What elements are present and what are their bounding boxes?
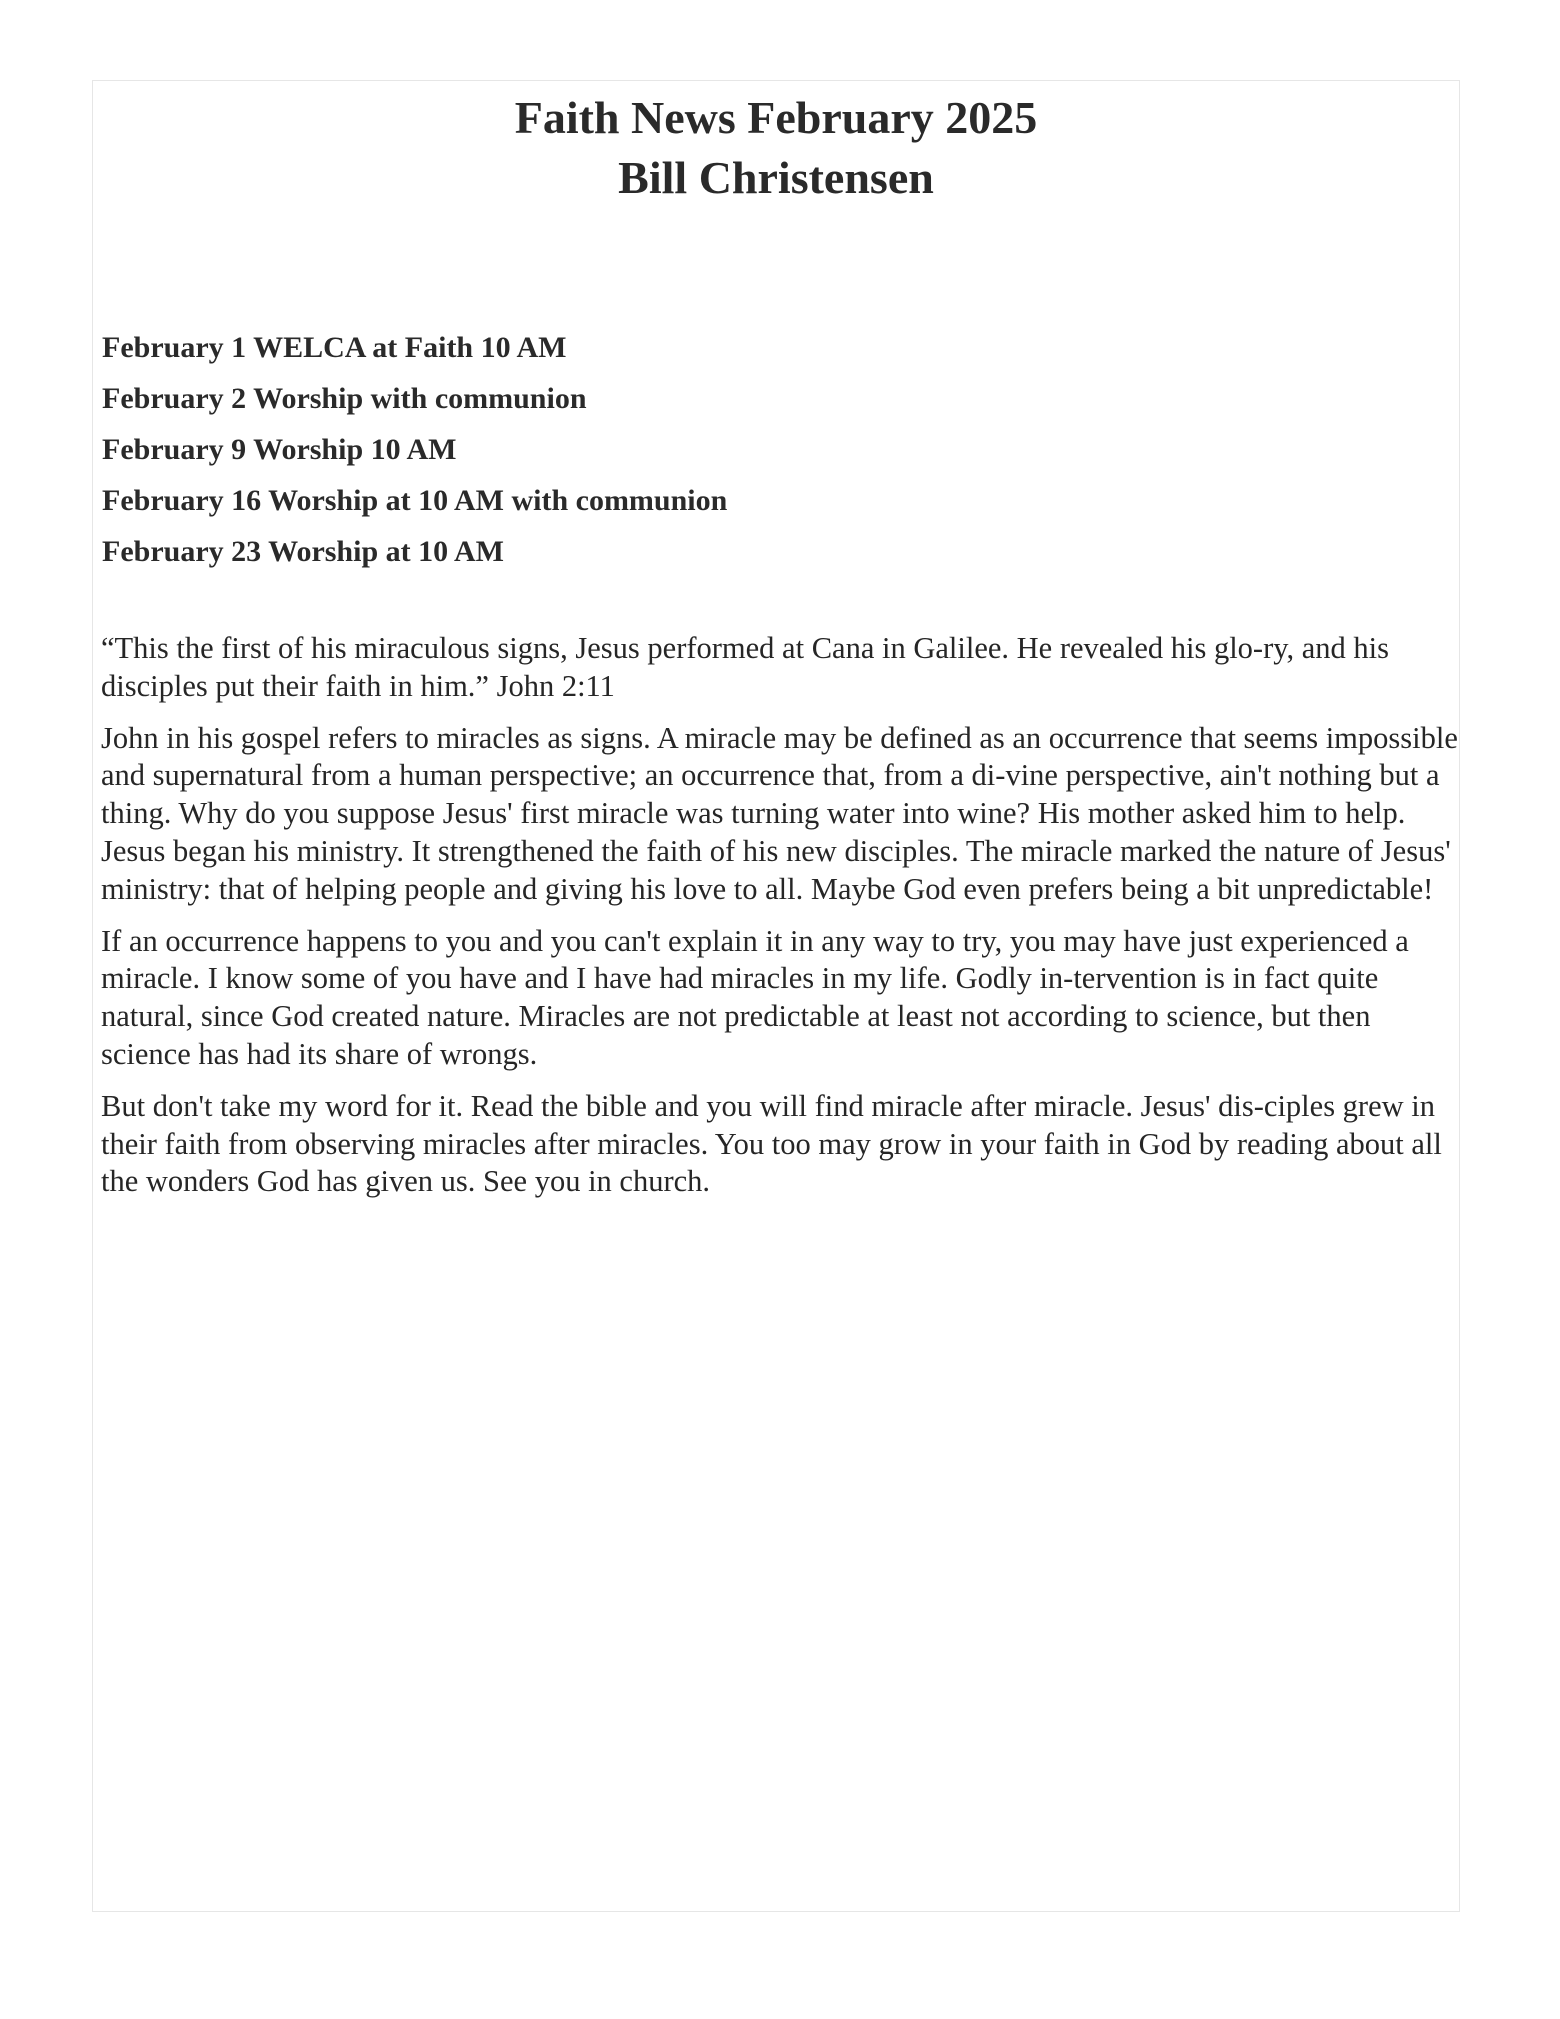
schedule-item: February 16 Worship at 10 AM with communion bbox=[102, 484, 728, 517]
newsletter-title: Faith News February 2025 bbox=[514, 92, 1038, 143]
schedule-item: February 2 Worship with communion bbox=[102, 382, 587, 415]
article-paragraph: If an occurrence happens to you and you can't explain it in any way to try, you may have just experienced a miracle. I know some of you have and I have had miracles in my life. Godly in-tervention is in fact quite natural, since God created nature. Miracles are not predictable at least not according to science, but then science has had its share of wrongs. bbox=[101, 923, 1409, 1071]
event-schedule bbox=[102, 322, 1402, 577]
schedule-item: February 9 Worship 10 AM bbox=[102, 433, 457, 466]
article-paragraph: John in his gospel refers to miracles as signs. A miracle may be defined as an occurrence that seems impossible and supernatural from a human perspective; an occurrence that, from a di-vine perspective, ain't nothing but a thing. Why do you suppose Jesus' first miracle was turning water into wine? His mother asked him to help. Jesus began his ministry. It strengthened the faith of his new disciples. The miracle marked the nature of Jesus' ministry: that of helping people and giving his love to all. Maybe God even prefers being a bit unpredictable! bbox=[101, 720, 1458, 906]
article-paragraph: But don't take my word for it. Read the bible and you will find miracle after miracle. Jesus' dis-ciples grew in their faith from observing miracles after miracles. You too may grow in your faith in God by reading about all the wonders God has given us. See you in church. bbox=[101, 1088, 1442, 1199]
schedule-item: February 1 WELCA at Faith 10 AM bbox=[102, 331, 567, 364]
scripture-quote: “This the first of his miraculous signs, Jesus performed at Cana in Galilee. He revealed his glo-ry, and his disciples put their faith in him.” John 2:11 bbox=[101, 631, 1390, 703]
article-body bbox=[101, 630, 1459, 1215]
newsletter-header bbox=[92, 88, 1460, 208]
author-name: Bill Christensen bbox=[618, 152, 934, 203]
schedule-item: February 23 Worship at 10 AM bbox=[102, 535, 504, 568]
